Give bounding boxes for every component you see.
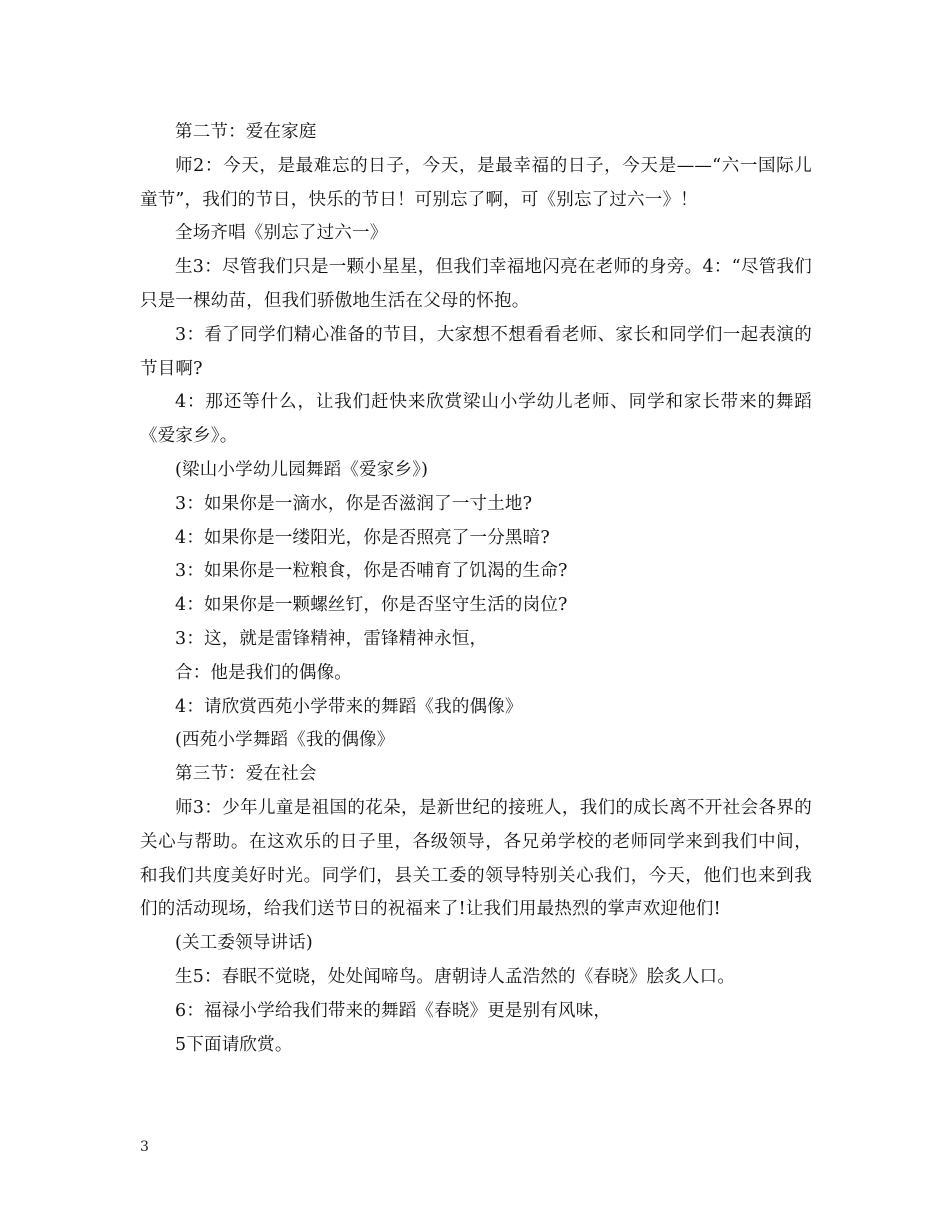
paragraph-student3-star: 生3：尽管我们只是一颗小星星，但我们幸福地闪亮在老师的身旁。4：“尽管我们只是一棵幼苗，但我们骄傲地生活在父母的怀抱。 — [140, 257, 812, 311]
paragraph-xiyuan-dance: (西苑小学舞蹈《我的偶像》 — [175, 730, 395, 751]
paragraph-teacher3-welcome: 师3：少年儿童是祖国的花朵，是新世纪的接班人，我们的成长离不开社会各界的关心与帮助。在这欢乐的日子里，各级领导，各兄弟学校的老师同学来到我们中间，和我们共度美好时光。同学们，县关工委的领导特别关心我们，今天，他们也来到我们的活动现场，给我们送节日的祝福来了!让我们用最热烈的掌声欢迎他们! — [140, 797, 812, 920]
paragraph-liangshan-dance: (梁山小学幼儿园舞蹈《爱家乡》) — [175, 459, 429, 480]
paragraph-teacher2-intro: 师2：今天，是最难忘的日子，今天，是最幸福的日子，今天是——“六一国际儿童节”，我们的节日，快乐的节日！可别忘了啊，可《别忘了过六一》！ — [140, 155, 812, 210]
paragraph-fulu-dance: 6：福禄小学给我们带来的舞蹈《春晓》更是别有风味， — [175, 1000, 612, 1021]
section-heading-family: 第二节：爱在家庭 — [175, 122, 317, 142]
paragraph-screw: 4：如果你是一颗螺丝钉，你是否坚守生活的岗位? — [175, 595, 568, 616]
paragraph-water-drop: 3：如果你是一滴水，你是否滋润了一寸土地? — [175, 493, 533, 514]
paragraph-sunlight: 4：如果你是一缕阳光，你是否照亮了一分黑暗? — [175, 527, 550, 548]
paragraph-please-enjoy: 5下面请欣赏。 — [175, 1034, 293, 1055]
paragraph-grain: 3：如果你是一粒粮食，你是否哺育了饥渴的生命? — [175, 561, 568, 582]
paragraph-together-idol: 合：他是我们的偶像。 — [175, 662, 352, 683]
paragraph-spring-dawn-poem: 生5：春眠不觉晓，处处闻啼鸟。唐朝诗人孟浩然的《春晓》脍炙人口。 — [175, 966, 736, 987]
paragraph-parents-performance: 3：看了同学们精心准备的节目，大家想不想看看老师、家长和同学们一起表演的节目啊? — [140, 324, 812, 379]
paragraph-xiyuan-dance-intro: 4：请欣赏西苑小学带来的舞蹈《我的偶像》 — [175, 696, 523, 717]
paragraph-sing-along: 全场齐唱《别忘了过六一》 — [175, 223, 388, 244]
paragraph-leifeng-spirit: 3：这，就是雷锋精神，雷锋精神永恒， — [175, 628, 488, 649]
paragraph-leader-speech: (关工委领导讲话) — [175, 933, 313, 954]
paragraph-liangshan-dance-intro: 4：那还等什么，让我们赶快来欣赏梁山小学幼儿老师、同学和家长带来的舞蹈《爱家乡》。 — [140, 392, 812, 447]
page-number: 3 — [140, 1139, 149, 1155]
document-body — [140, 116, 812, 1062]
section-heading-society: 第三节：爱在社会 — [175, 764, 317, 785]
